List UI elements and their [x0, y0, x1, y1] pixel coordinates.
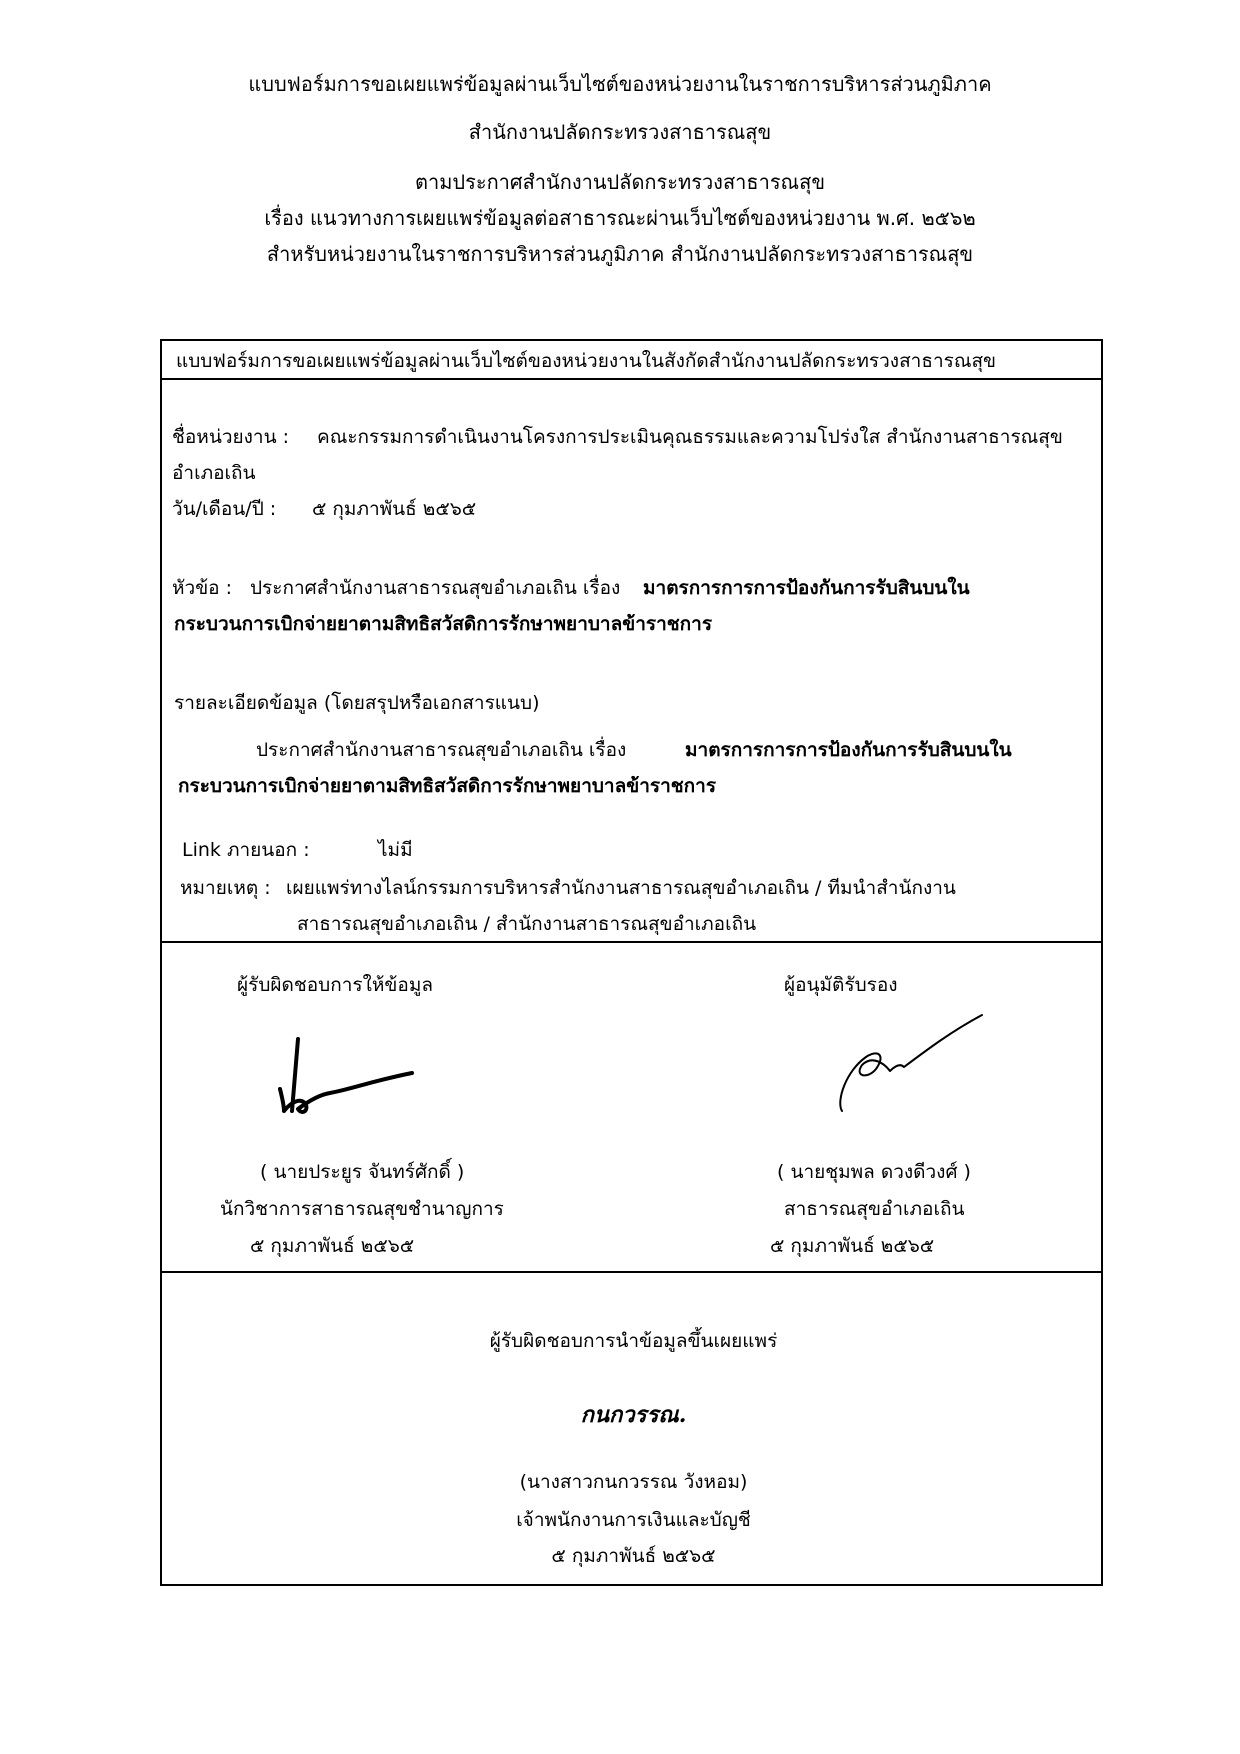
header-subject: เรื่อง แนวทางการเผยแพร่ข้อมูลต่อสาธารณะผ่านเว็บไซต์ของหน่วยงาน พ.ศ. ๒๕๖๒: [264, 206, 976, 230]
bottom-signer-name: (นางสาวกนกวรรณ วังหอม): [519, 1471, 748, 1493]
link-value: ไม่มี: [378, 839, 413, 861]
form-table: [160, 339, 1103, 1586]
right-signer-name: ( นายชุมพล ดวงดีวงศ์ ): [777, 1161, 971, 1183]
right-signature: [832, 1011, 992, 1121]
agency-label: ชื่อหน่วยงาน :: [172, 426, 289, 448]
divider: [162, 941, 1101, 943]
bottom-signer-position: เจ้าพนักงานการเงินและบัญชี: [516, 1509, 751, 1531]
right-signer-role: ผู้อนุมัติรับรอง: [784, 974, 898, 996]
detail-bold-1: มาตรการการการป้องกันการรับสินบนใน: [685, 739, 1012, 761]
date-value: ๕ กุมภาพันธ์ ๒๕๖๕: [312, 498, 477, 520]
bottom-handwritten-signature: กนกวรรณ.: [580, 1402, 687, 1428]
agency-value-cont: อำเภอเถิน: [172, 462, 256, 484]
header-agency: สำนักงานปลัดกระทรวงสาธารณสุข: [468, 120, 772, 144]
topic-prefix: ประกาศสำนักงานสาธารณสุขอำเภอเถิน เรื่อง: [250, 577, 621, 599]
note-line-2: สาธารณสุขอำเภอเถิน / สำนักงานสาธารณสุขอำเภอเถิน: [297, 913, 757, 935]
agency-value: คณะกรรมการดำเนินงานโครงการประเมินคุณธรรมและความโปร่งใส สำนักงานสาธารณสุข: [317, 426, 1063, 448]
note-label: หมายเหตุ :: [180, 877, 271, 899]
left-signature: [272, 1031, 432, 1121]
right-signer-date: ๕ กุมภาพันธ์ ๒๕๖๕: [770, 1235, 935, 1257]
divider: [162, 378, 1101, 380]
bottom-signer-date: ๕ กุมภาพันธ์ ๒๕๖๕: [551, 1545, 716, 1567]
left-signer-date: ๕ กุมภาพันธ์ ๒๕๖๕: [250, 1235, 415, 1257]
bottom-signer-role: ผู้รับผิดชอบการนำข้อมูลขึ้นเผยแพร่: [489, 1330, 778, 1352]
date-label: วัน/เดือน/ปี :: [172, 498, 277, 520]
header-announcement: ตามประกาศสำนักงานปลัดกระทรวงสาธารณสุข: [414, 170, 825, 194]
header-title: แบบฟอร์มการขอเผยแพร่ข้อมูลผ่านเว็บไซต์ของหน่วยงานในราชการบริหารส่วนภูมิภาค: [248, 72, 992, 96]
topic-bold-2: กระบวนการเบิกจ่ายยาตามสิทธิสวัสดิการรักษาพยาบาลข้าราชการ: [174, 613, 713, 635]
topic-label: หัวข้อ :: [172, 577, 233, 599]
left-signer-role: ผู้รับผิดชอบการให้ข้อมูล: [237, 974, 433, 996]
left-signer-name: ( นายประยูร จันทร์ศักดิ์ ): [260, 1161, 465, 1183]
detail-bold-2: กระบวนการเบิกจ่ายยาตามสิทธิสวัสดิการรักษาพยาบาลข้าราชการ: [178, 775, 717, 797]
note-line-1: เผยแพร่ทางไลน์กรรมการบริหารสำนักงานสาธารณสุขอำเภอเถิน / ทีมนำสำนักงาน: [286, 877, 956, 899]
left-signer-position: นักวิชาการสาธารณสุขชำนาญการ: [220, 1198, 504, 1220]
detail-label: รายละเอียดข้อมูล (โดยสรุปหรือเอกสารแนบ): [174, 692, 540, 714]
divider: [162, 1271, 1101, 1273]
right-signer-position: สาธารณสุขอำเภอเถิน: [784, 1198, 965, 1220]
link-label: Link ภายนอก :: [182, 839, 310, 861]
detail-prefix: ประกาศสำนักงานสาธารณสุขอำเภอเถิน เรื่อง: [256, 739, 627, 761]
form-title: แบบฟอร์มการขอเผยแพร่ข้อมูลผ่านเว็บไซต์ของหน่วยงานในสังกัดสำนักงานปลัดกระทรวงสาธารณสุข: [176, 350, 997, 372]
topic-bold-1: มาตรการการการป้องกันการรับสินบนใน: [643, 577, 970, 599]
header-scope: สำหรับหน่วยงานในราชการบริหารส่วนภูมิภาค สำนักงานปลัดกระทรวงสาธารณสุข: [266, 242, 974, 266]
